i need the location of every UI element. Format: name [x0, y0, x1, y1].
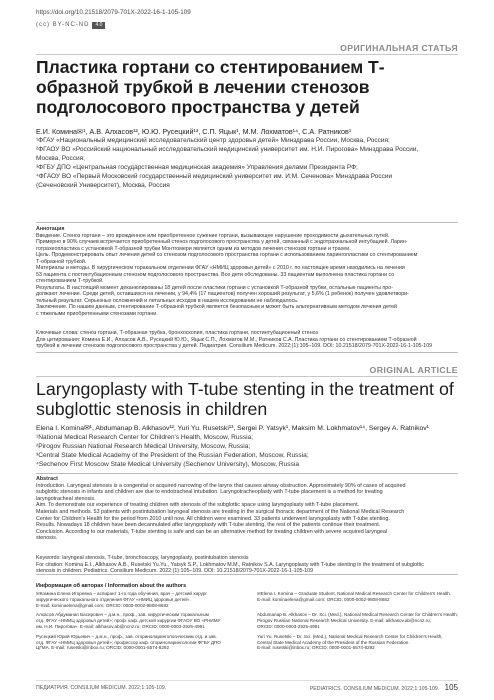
author-info-cell: [257, 591, 458, 608]
author-info-grid: [36, 591, 458, 655]
author-info-line: отд. ФГАУ «НМИЦ здоровья детей»; профессор каф. оториноларингологии ФГБУ ДПО: [36, 639, 221, 645]
affiliation-line: ¹National Medical Research Center for Children's Health, Moscow, Russia;: [36, 434, 254, 441]
author-info-line: отд. ФГАУ «НМИЦ здоровья детей»; проф. каф. детской хирургии ФГАОУ ВО «РНИМУ: [36, 618, 221, 624]
author-info-line: Yuri Yu. Rusetski – Dr. Sci. (Med.), National Medical Research Center for Children's Health,: [256, 633, 443, 639]
keywords-ru: [36, 330, 458, 350]
affiliations-ru: [36, 137, 458, 190]
abstract-line: Цель. Продемонстрировать опыт лечения детей со стенозом подголосового пространства гортани с использованием ларингопластики со стентированием: [36, 252, 418, 258]
abstract-line: Aim. To demonstrate our experience of treating children with stenosis of the subglottic space using laryngoplasty with T-tube placement.: [36, 502, 360, 509]
affiliation-line: (Сеченовский Университет), Москва, Россия: [36, 181, 170, 189]
abstract-label-ru: Аннотация: [36, 226, 65, 232]
author-info-cell: [257, 634, 458, 651]
abstract-line: Results. Nowadays 18 children have been decannulated after laryngoplasty with T-tube stenting, the rest of the patients continue their treatment.: [36, 522, 381, 529]
author-info-line: E-mail: kominaelena@gmail.com; ORCID: 0000-0002-9808-8682: [36, 602, 169, 608]
abstract-line: с тяжелыми приобретенными стенозами гортани.: [36, 310, 158, 317]
article-type-en: ORIGINAL ARTICLE: [369, 365, 458, 375]
abstract-line: subglottic stenosis in infants and children are due to endotracheal intubation. Laryngotracheoplasty with T-tube placement is a method for treating: [36, 489, 383, 496]
affiliation-line: ²ФГАОУ ВО «Российский национальный исследовательский медицинский университет им. Н.И. Пирогова» Минздрава России,: [36, 145, 419, 153]
affiliation-line: ¹ФГАУ «Национальный медицинский исследовательский центр здоровья детей» Минздрава России, Москва, Россия;: [36, 137, 390, 144]
citation-line: stenosis in children. Pediatrics. Consilium Medicum. 2022;(1):105–109. DOI: 10.21518/2079-701X-2022-16-1-105-109: [36, 568, 314, 575]
abstract-line: Introduction. Laryngeal stenosis is a congenital or acquired narrowing of the larynx that causes airway obstruction. Approximately 90% of cases of acquired: [36, 482, 406, 489]
abstract-label-en: Abstract: [36, 476, 58, 482]
author-info-cell: [36, 612, 221, 629]
author-info-line: ✉Комина Елена Игоревна – аспирант 1-го года обучения, врач – детский хирург: [36, 591, 208, 596]
author-info-cell: [36, 591, 221, 608]
title-ru: Пластика гортани со стентированием Т-образной трубкой в лечении стенозов подголосового пространства у детей: [36, 57, 385, 117]
article-type-ru: ОРИГИНАЛЬНАЯ СТАТЬЯ: [340, 43, 458, 53]
keywords-line: Ключевые слова: стеноз гортани, Т-образная трубка, бронхоскопия, пластика гортани, постинтубационный стеноз: [36, 330, 318, 336]
keywords-line: Keywords: laryngeal stenosis, T-tube, bronchoscopy, laryngoplasty, postintubation stenosis: [36, 555, 249, 561]
license-version: 4.0: [92, 22, 105, 29]
affiliation-line: ³ФГБУ ДПО «Центральная государственная медицинская академия» Управления делами Президента РФ;: [36, 163, 358, 171]
abstract-line: Materials and methods. 53 patients with postintubation laryngeal stenosis are treating in the surgical thoracic department of the National Medical Research: [36, 508, 405, 515]
author-info-line: Алхасов Абдуманап Басирович – д.м.н., проф., зав. хирургическим торакальным: [36, 612, 209, 618]
abstract-line: Материалы и методы. В хирургическом торакальном отделении ФГАУ «НМИЦ здоровья детей» с 2010 г. по настоящее время находились на лечении: [36, 265, 405, 271]
abstract-line: Примерно в 90% случаев встречается приобретенный стеноз подголосового пространства у детей, связанный с эндотрахеальной интубацией. Ларин-: [36, 239, 408, 245]
license-logo: [36, 21, 105, 29]
affiliation-line: ²Pirogov Russian National Research Medical University, Moscow, Russia;: [36, 443, 251, 450]
doi-link[interactable]: https://doi.org/10.21518/2079-701X-2022-16-1-105-109: [36, 9, 191, 16]
footer-journal-ru: ПЕДИАТРИЯ. CONSILIUM MEDICUM. 2022;1:105-109.: [36, 685, 167, 691]
abstract-line: Center for Children's Health for the period from 2010 until now. All children were examined. 33 patients underwent laryngoplasty with T-tube stenting.: [36, 515, 390, 522]
abstract-line: 53 пациента с постинтубационным стенозом подголосового пространства. Все дети обследованы. 33 пациентам выполнена пластика гортани со: [36, 271, 395, 278]
page-number: 105: [444, 683, 458, 692]
authors-en: Elena I. Komina✉¹, Abdumanap B. Alkhasov¹², Yuri Yu. Rusetski¹³, Sergei P. Yatsyk¹, Maksim M. Lokhmatov¹⁴, Sergey A. Ratnikov¹: [36, 425, 429, 432]
abstract-line: Результаты. В настоящий момент деканюлированы 18 детей после пластики гортани с установкой Т-образной трубки, остальные пациенты про-: [36, 284, 393, 291]
author-info-line: им. Н.И. Пирогова». E-mail: alkhasov.ab@ncnz.ru; ORCID: 0000-0003-2925-4991: [36, 623, 205, 629]
abstract-line: Введение. Стеноз гортани – это врожденное или приобретенное сужение гортани, вызывающее нарушение проходимости дыхательных путей.: [36, 232, 390, 239]
footer-journal-en-text: PEDIATRICS. CONSILIUM MEDICUM. 2022;1:105-109.: [309, 686, 440, 692]
author-info-cell: [257, 612, 458, 629]
affiliation-line: ⁴ФГАОУ ВО «Первый Московский государственный медицинский университет им. И.М. Сеченова» Минздрава России: [36, 172, 393, 180]
affiliations-en: [36, 433, 458, 469]
footer-divider: [36, 680, 458, 681]
author-info-heading: Информация об авторах / Information about the authors: [36, 583, 187, 589]
abstract-line: готрахеопластика с установкой Т-образной трубки Монтгомери является одним из методов лечения стенозов гортани и трахеи.: [36, 245, 351, 252]
keywords-en: [36, 555, 458, 575]
author-info-line: ORCID: 0000-0003-2925-4991: [256, 623, 320, 629]
affiliation-line: ³Central State Medical Academy of the President of the Russian Federation, Moscow, Russia;: [36, 452, 309, 459]
citation-line: Для цитирования: Комина Е.И., Алхасов А.В., Русецкий Ю.Ю., Яцык С.П., Лохматов М.М., Ратников С.А. Пластика гортани со стентированием Т-образной: [36, 336, 417, 343]
title-en: Laryngoplasty with T-tube stenting in the treatment of subglottic stenosis in children: [36, 379, 454, 419]
author-info-line: Pirogov Russian National Research Medical University. E-mail: alkhasov.ab@ncnz.ru;: [256, 618, 431, 624]
abstract-ru: [36, 226, 458, 317]
abstract-line: Заключение. По нашим данным, стентирование Т-образной трубкой является безопасным и может быть альтернативным методом лечения детей: [36, 304, 398, 310]
author-info-line: ЦГМА. E-mail: rusetski@inbox.ru; ORCID: 0000-0001-5574-8292: [36, 645, 169, 651]
affiliation-line: ⁴Sechenov First Moscow State Medical University (Sechenov University), Moscow, Russia: [36, 461, 300, 468]
abstract-line: тельный результат. Серьезных осложнений и летальных исходов в нашем исследовании не наблюдалось.: [36, 297, 299, 304]
abstract-line: стентированием Т-трубкой.: [36, 278, 104, 284]
author-info-line: E-mail: rusetski@inbox.ru; ORCID: 0000-0001-5574-8292: [256, 645, 375, 651]
abstract-line: должают лечение. Среди детей, оставшихся на лечении, у 94,4% (17 пациентов) получен хороший результат, у 5,6% (1 ребенок) получен удовлетвори-: [36, 291, 409, 297]
author-info-line: ✉Elena I. Komina – Graduate Student, National Medical Research Center for Children's Health.: [256, 591, 452, 596]
abstract-line: laryngotracheal stenosis.: [36, 495, 96, 502]
author-info-line: хирургического торакального отделения ФГАУ «НМИЦ здоровья детей».: [36, 596, 191, 602]
affiliation-line: Москва, Россия;: [36, 154, 85, 162]
author-info-line: Русецкий Юрий Юрьевич – д.м.н., проф., зав. оториноларингологическим отд. и зав.: [36, 633, 217, 639]
citation-line: For citation: Komina E.I., Alkhasov A.B., Rusetski Yu.Yu., Yatsyk S.P., Lokhmatov M.M., Ratnikov S.A. Laryngoplasty with T-tube stenting in the treatment of subglottic: [36, 561, 424, 568]
author-info-line: Abdumanap B. Alkhasov – Dr. Sci. (Med.), National Medical Research Center for Children's Health;: [256, 612, 458, 618]
license-cc-text: (cc) BY-NC-ND: [36, 22, 90, 28]
footer-journal-en: [310, 683, 458, 692]
authors-ru: Е.И. Комина✉¹, А.В. Алхасов¹², Ю.Ю. Русецкий¹³, С.П. Яцык¹, М.М. Лохматов¹⁴, С.А. Ратников¹: [36, 127, 352, 136]
abstract-line: Т-образной трубкой.: [36, 258, 87, 265]
abstract-line: stenosis.: [36, 535, 58, 542]
author-info-cell: [36, 634, 221, 651]
abstract-en: [36, 476, 458, 542]
abstract-line: Conclusion. According to our materials, T-tube stenting is safe and can be an alternative method for treating children with severe acquired laryngeal: [36, 528, 388, 535]
citation-line: трубкой в лечении стенозов подголосового пространства у детей. Педиатрия. Consilium Medicum. 2022;(1):105–109. DOI: 10.21518/2079-701X-2022-16-1-105-109: [36, 343, 433, 350]
author-info-line: E-mail: kominaelena@gmail.com; ORCID: 0000-0002-9808-8682: [256, 596, 390, 602]
author-info-line: Central State Medical Academy of the President of the Russian Federation.: [256, 639, 410, 645]
divider: [36, 376, 458, 377]
divider: [36, 54, 458, 55]
